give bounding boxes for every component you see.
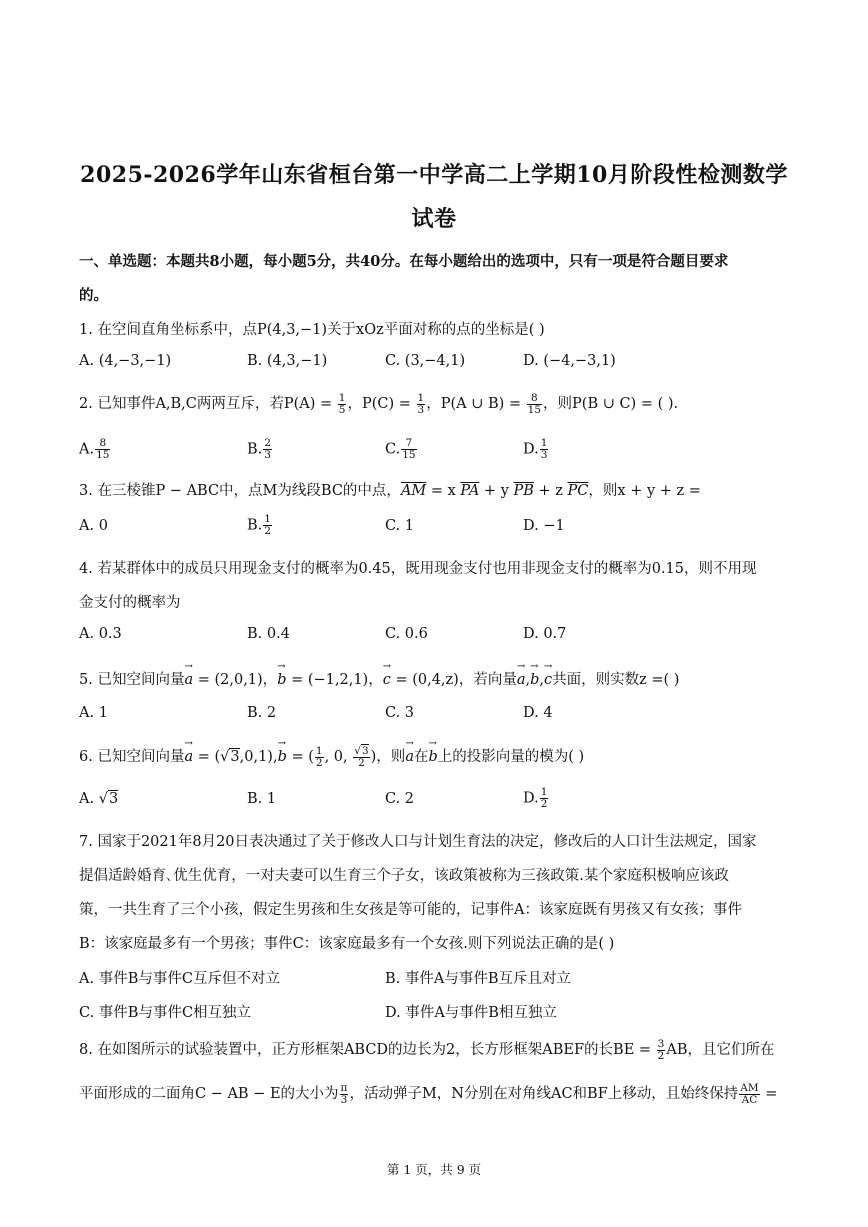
q5-stem-part: = (−1,2,1)，	[286, 672, 383, 688]
question-7-line3: 策，一共生育了三个小孩，假定生男孩和生女孩是等可能的，记事件A：该家庭既有男孩又有女孩；事件	[79, 902, 742, 918]
fraction	[338, 393, 347, 416]
q4-option-d: D. 0.7	[523, 626, 567, 642]
vector-a: → a	[405, 749, 414, 765]
denominator: 5	[338, 403, 346, 416]
option-label: C.	[385, 441, 401, 458]
vector-b: → b	[277, 672, 286, 688]
q2-stem-part: ，P(C) =	[347, 396, 416, 412]
sqrt-radicand: 3	[230, 749, 240, 765]
vector-b: → b	[428, 749, 437, 765]
q6-stem-part: = (	[193, 749, 221, 765]
option-label: A.	[79, 441, 95, 458]
q1-option-c: C. (3,−4,1)	[385, 353, 466, 369]
numerator: 1	[264, 513, 271, 525]
denominator: 3	[264, 449, 271, 461]
question-5-stem	[79, 668, 679, 689]
question-8-line1	[79, 1038, 775, 1062]
question-6-stem: 6. 已知空间向量→ a = (√3,0,1),→ b = ( $\frac{1}{2}$ , 0, $\frac{√3}{2}$ )，则→ a在→ b上的投影向量的模为( )	[79, 745, 584, 769]
numerator: 1	[338, 391, 346, 404]
q4-option-a: A. 0.3	[79, 626, 122, 642]
denominator: 3	[340, 1093, 348, 1106]
q5-stem-part: = (2,0,1)，	[193, 672, 278, 688]
numerator: 3	[657, 1037, 665, 1050]
denominator: 15	[527, 403, 542, 416]
q6-stem-part: 6. 已知空间向量	[79, 749, 185, 765]
q2-stem-part: ，则P(B ∪ C) = ( ).	[543, 396, 679, 412]
denominator: 2	[264, 525, 271, 537]
vector-a: → a	[517, 672, 526, 688]
fraction	[540, 787, 549, 810]
numerator: 1	[315, 744, 323, 757]
q2-stem-part: 2. 已知事件A,B,C两两互斥，若P(A) =	[79, 396, 337, 412]
numerator: π	[340, 1081, 348, 1094]
question-2-stem	[79, 392, 678, 416]
numerator: 1	[540, 437, 548, 449]
numerator: 7	[401, 438, 416, 450]
fraction	[739, 1083, 759, 1106]
numerator: √3	[354, 744, 369, 757]
q7-option-a: A. 事件B与事件C互斥但不对立	[79, 971, 280, 987]
denominator: AC	[741, 1093, 758, 1106]
vector-a: → a	[184, 749, 193, 765]
option-label: B.	[247, 517, 263, 534]
question-1-stem: 1. 在空间直角坐标系中，点P(4,3,−1)关于xOz平面对称的点的坐标是( )	[79, 322, 545, 338]
fraction	[263, 438, 272, 461]
q8-text: ，活动弹子M，N分别在对角线AC和BF上移动，且始终保持	[349, 1086, 739, 1102]
q8-text: 平面形成的二面角C − AB − E的大小为	[79, 1086, 339, 1102]
q8-text: =	[760, 1086, 778, 1102]
numerator: AM	[740, 1081, 759, 1094]
fraction	[657, 1039, 666, 1062]
q3-stem-part: + z	[533, 483, 568, 499]
q5-option-d: D. 4	[523, 705, 553, 721]
q5-option-c: C. 3	[385, 705, 415, 721]
option-label: A.	[79, 791, 99, 807]
separator: ,	[525, 672, 531, 688]
fraction	[401, 438, 416, 461]
q4-option-b: B. 0.4	[247, 626, 290, 642]
q7-option-d: D. 事件A与事件B相互独立	[385, 1005, 557, 1021]
q2-option-c	[385, 438, 418, 461]
denominator: 3	[540, 449, 548, 461]
vector-pa: $\overline{PA}$	[460, 483, 480, 499]
q6-stem-part: 上的投影向量的模为( )	[437, 749, 585, 765]
q3-stem-part: + y	[479, 483, 514, 499]
section-heading-cont: 的。	[79, 287, 108, 304]
vector-b: → b	[530, 672, 539, 688]
denominator: 2	[358, 756, 365, 769]
q4-option-c: C. 0.6	[385, 626, 428, 642]
q3-stem-part: 3. 在三棱锥P − ABC中，点M为线段BC的中点，	[79, 483, 401, 499]
option-label: B.	[247, 441, 263, 458]
option-label: D.	[523, 441, 539, 458]
q5-option-a: A. 1	[79, 705, 108, 721]
sqrt-radicand: 3	[108, 791, 119, 807]
denominator: 3	[417, 403, 425, 416]
question-7-line2: 提倡适龄婚育､优生优育，一对夫妻可以生育三个子女，该政策被称为三孩政策.某个家庭积极响应该政	[79, 868, 729, 884]
fraction	[417, 393, 426, 416]
q1-option-d: D. (−4,−3,1)	[523, 353, 616, 369]
q3-option-d: D. −1	[523, 518, 565, 534]
q3-option-b	[247, 514, 273, 537]
separator: ,	[539, 672, 545, 688]
vector-pb: $\overline{PB}$	[513, 483, 534, 499]
fraction	[95, 438, 110, 461]
q2-stem-part: ，P(A ∪ B) =	[426, 396, 526, 412]
q2-option-b	[247, 438, 273, 461]
q5-stem-part: 共面，则实数z =( )	[552, 672, 680, 688]
sqrt-radicand: 3	[361, 744, 369, 757]
numerator: 2	[264, 437, 271, 449]
fraction	[540, 438, 549, 461]
q6-stem-part: , 0,	[324, 749, 353, 765]
page-footer: 第 1 页，共 9 页	[386, 1162, 482, 1177]
fraction	[353, 746, 369, 769]
q6-option-a: A. √3	[79, 791, 119, 807]
q5-stem-part: = (0,4,z)，若向量	[390, 672, 517, 688]
q3-stem-part: = x	[426, 483, 461, 499]
denominator: 2	[657, 1049, 665, 1062]
numerator: 1	[540, 786, 548, 798]
question-8-line2	[79, 1082, 777, 1106]
vector-c: → c	[383, 672, 391, 688]
question-3-stem	[79, 479, 701, 500]
q5-option-b: B. 2	[247, 705, 277, 721]
denominator: 15	[96, 449, 110, 461]
q5-stem-part: 5. 已知空间向量	[79, 672, 185, 688]
q6-stem-part: = (	[286, 749, 314, 765]
page-title-line1: 2025-2026学年山东省桓台第一中学高二上学期10月阶段性检测数学	[80, 162, 788, 188]
vector-b: → b	[278, 749, 287, 765]
q6-stem-part: 在	[413, 749, 429, 765]
question-7-line1: 7. 国家于2021年8月20日表决通过了关于修改人口与计划生育法的决定，修改后的人口计生法规定，国家	[79, 834, 757, 850]
q2-option-a	[79, 438, 111, 461]
option-label: D.	[523, 790, 539, 807]
question-4-line2: 金支付的概率为	[79, 595, 181, 611]
question-7-line4: B：该家庭最多有一个男孩；事件C：该家庭最多有一个女孩.则下列说法正确的是( )	[79, 936, 615, 952]
q6-stem-part: ,0,1),	[239, 749, 278, 765]
q8-text: AB，且它们所在	[666, 1042, 775, 1058]
page-title-line2: 试卷	[411, 206, 457, 232]
numerator: 8	[95, 438, 110, 450]
fraction	[527, 393, 542, 416]
numerator: 1	[417, 391, 425, 404]
vector-a: → a	[184, 672, 193, 688]
q3-stem-part: ，则x + y + z =	[588, 483, 701, 499]
q6-stem-part: )，则	[370, 749, 406, 765]
q7-option-b: B. 事件A与事件B互斥且对立	[385, 971, 571, 987]
q6-option-d	[523, 787, 549, 810]
q7-option-c: C. 事件B与事件C相互独立	[79, 1005, 252, 1021]
q8-text: 8. 在如图所示的试验装置中，正方形框架ABCD的边长为2，长方形框架ABEF的长BE =	[79, 1042, 656, 1058]
fraction	[263, 514, 272, 537]
q6-option-b: B. 1	[247, 791, 277, 807]
question-4-line1: 4. 若某群体中的成员只用现金支付的概率为0.45，既用现金支付也用非现金支付的概率为0.15，则不用现	[79, 561, 757, 577]
q1-option-b: B. (4,3,−1)	[247, 353, 328, 369]
q3-option-a: A. 0	[79, 518, 108, 534]
numerator: 8	[527, 393, 542, 405]
denominator: 15	[402, 449, 416, 461]
denominator: 2	[315, 756, 323, 769]
section-heading: 一、单选题：本题共8小题，每小题5分，共40分。在每小题给出的选项中，只有一项是符合题目要求	[79, 253, 729, 270]
vector-pc: $\overline{PC}$	[567, 483, 589, 499]
q1-option-a: A. (4,−3,−1)	[79, 353, 172, 369]
q2-option-d	[523, 438, 549, 461]
vector-am: $\overline{AM}$	[400, 483, 427, 499]
fraction	[340, 1083, 349, 1106]
denominator: 2	[540, 798, 548, 810]
q3-option-c: C. 1	[385, 518, 415, 534]
q6-option-c: C. 2	[385, 791, 415, 807]
vector-c: → c	[544, 672, 552, 688]
fraction	[315, 746, 324, 769]
